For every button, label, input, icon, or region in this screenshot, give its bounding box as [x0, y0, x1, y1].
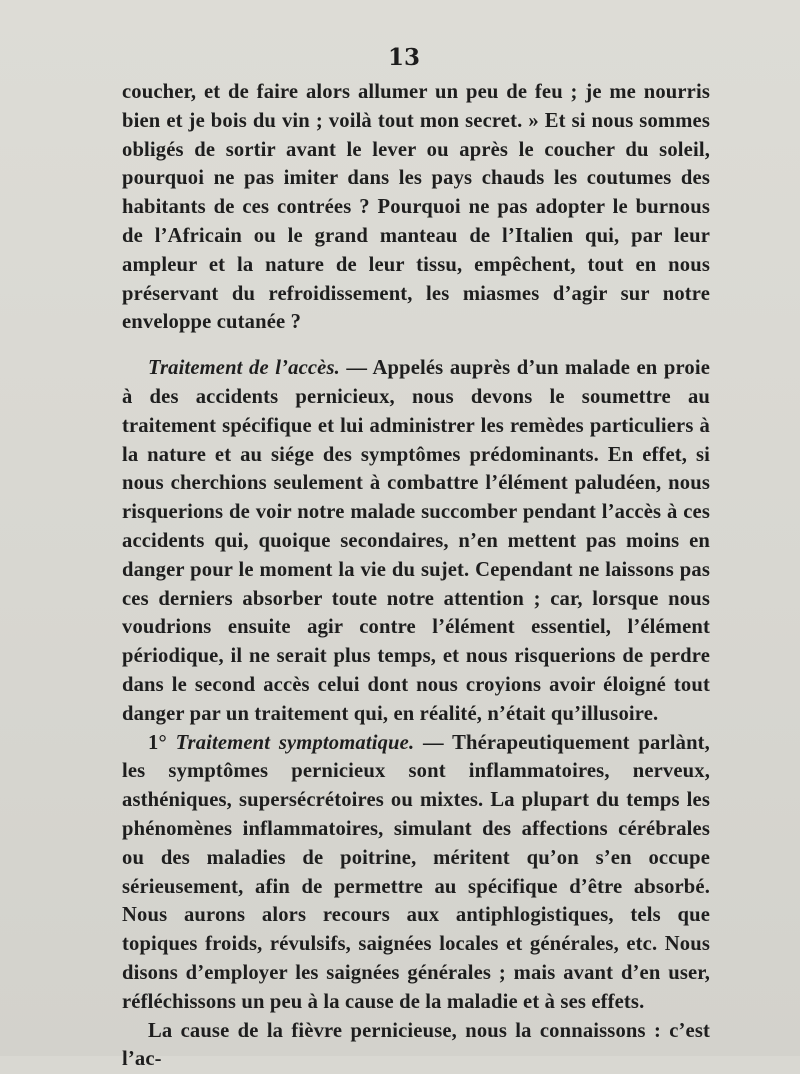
page-number: 13 — [4, 44, 800, 71]
section-heading-traitement-symptomatique: Traitement symptomatique. — [176, 732, 415, 754]
paragraph-4-text: La cause de la fièvre pernicieuse, nous la connaissons : c’est l’ac- — [122, 1020, 710, 1071]
paragraph-3 — [122, 729, 710, 1017]
paragraph-2-text: — Appelés auprès d’un malade en proie à des accidents pernicieux, nous devons le soumettre au traitement spécifique et lui administrer les remèdes particuliers à la nature et au siége des symptômes prédominants. En effet, si nous cherchions seulement à combattre l’élément paludéen, nous risquerions de voir notre malade succomber pendant l’accès à ces accidents qui, quoique secondaires, n’en mettent pas moins en danger pour le moment la vie du sujet. Cependant ne laissons pas ces derniers absorber toute notre attention ; car, lorsque nous voudrions ensuite agir contre l’élément essentiel, l’élément périodique, il ne serait plus temps, et nous risquerions de perdre dans le second accès celui dont nous croyions avoir éloigné tout danger par un traitement qui, en réalité, n’était qu’illusoire. — [122, 357, 710, 725]
paragraph-3-number: 1° — [148, 732, 167, 754]
paragraph-4 — [122, 1017, 710, 1074]
paragraph-1-text: coucher, et de faire alors allumer un peu de feu ; je me nourris bien et je bois du vin ; voilà tout mon secret. » Et si nous sommes obligés de sortir avant le lever ou après le coucher du soleil, pourquoi ne pas imiter dans les pays chauds les coutumes des habitants de ces contrées ? Pourquoi ne pas adopter le burnous de l’Africain ou le grand manteau de l’Italien qui, par leur ampleur et la nature de leur tissu, empêchent, tout en nous préservant du refroidissement, les miasmes d’agir sur notre enveloppe cutanée ? — [122, 81, 710, 333]
paragraph-2 — [122, 354, 710, 728]
section-heading-traitement-acces: Traitement de l’accès. — [148, 357, 340, 379]
paragraph-3-text: — Thérapeutiquement parlànt, les symptômes pernicieux sont inflammatoires, nerveux, asthéniques, supersécrétoires ou mixtes. La plupart du temps les phénomènes inflammatoires, simulant des affections cérébrales ou des maladies de poitrine, méritent qu’on s’en occupe sérieusement, afin de permettre au spécifique d’être absorbé. Nous aurons alors recours aux antiphlogistiques, tels que topiques froids, révulsifs, saignées locales et générales, etc. Nous disons d’employer les saignées générales ; mais avant d’en user, réfléchissons un peu à la cause de la maladie et à ses effets. — [122, 732, 710, 1013]
body-text — [122, 78, 710, 1074]
paragraph-1 — [122, 78, 710, 337]
